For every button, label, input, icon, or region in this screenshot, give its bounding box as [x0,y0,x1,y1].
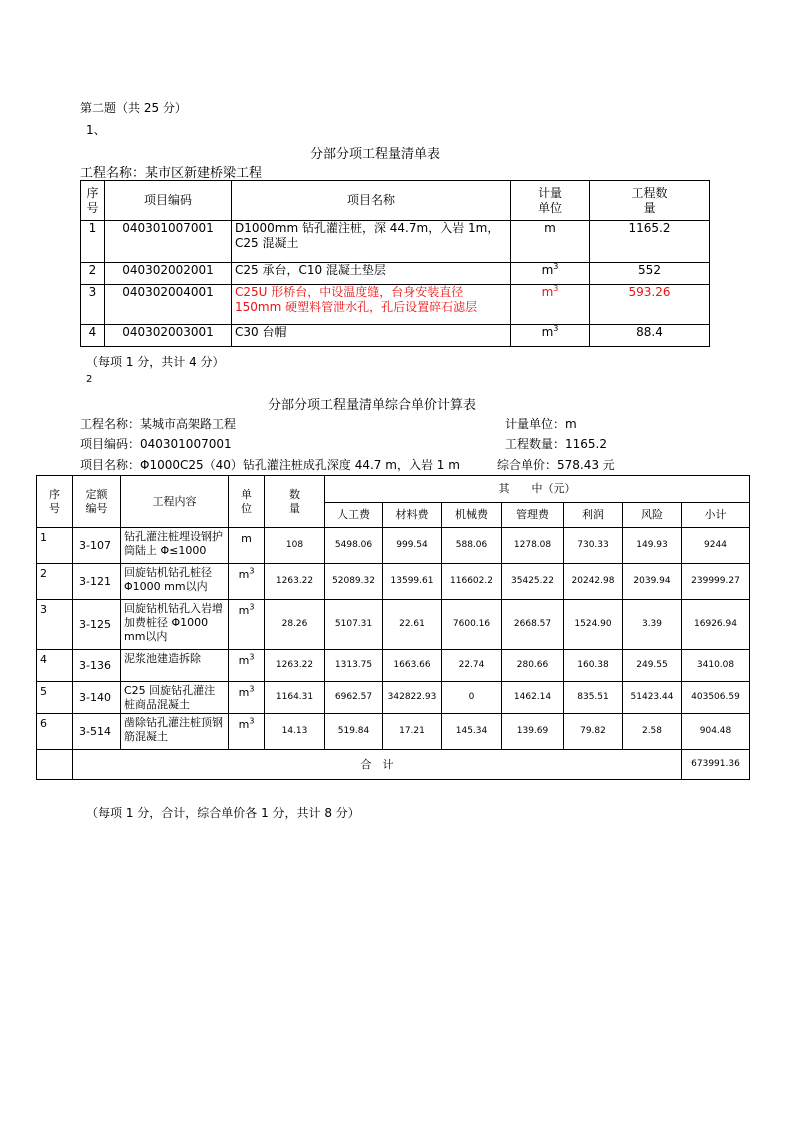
row-unit [229,650,265,682]
row-labor: 52089.32 [325,564,383,600]
row-code: 040301007001 [105,221,232,263]
row-management: 280.66 [502,650,564,682]
table-row [37,650,750,682]
row-material: 342822.93 [383,682,442,714]
row-management: 1278.08 [502,528,564,564]
row-machinery: 588.06 [442,528,502,564]
row-name: C25 承台，C10 混凝土垫层 [232,263,511,285]
row-quota: 3-107 [73,528,121,564]
table1-title: 分部分项工程量清单表 [310,147,441,162]
row-no: 2 [37,564,73,600]
row-subtotal: 9244 [682,528,750,564]
table-row [37,528,750,564]
header-management: 管理费 [502,503,564,528]
table2-note: （每项 1 分，合计，综合单价各 1 分，共计 8 分） [86,806,360,820]
row-risk: 2.58 [623,714,682,750]
row-unit [229,714,265,750]
row-material: 999.54 [383,528,442,564]
header-group: 其 中（元） [325,476,750,503]
row-unit [511,263,590,285]
row-unit [229,564,265,600]
table-row [81,285,710,325]
table2-unit-price: 综合单价：578.43 元 [497,458,615,472]
table1-project-name: 工程名称：某市区新建桥梁工程 [80,166,263,181]
row-risk: 249.55 [623,650,682,682]
row-no: 5 [37,682,73,714]
header-unit: 计量单位 [511,181,590,221]
row-content: 回旋钻机钻孔入岩增加费桩径 Φ1000 mm以内 [121,600,229,650]
row-no: 6 [37,714,73,750]
table-row [81,221,710,263]
row-unit-sup: 3 [553,284,559,293]
table-row [81,263,710,285]
table-row [81,325,710,347]
header-name: 项目名称 [232,181,511,221]
row-no: 1 [81,221,105,263]
row-unit-sup: 3 [249,716,255,726]
row-no: 1 [37,528,73,564]
row-code: 040302004001 [105,285,232,325]
row-no: 4 [37,650,73,682]
row-qty: 88.4 [590,325,710,347]
header-no: 序号 [37,476,73,528]
row-risk: 149.93 [623,528,682,564]
row-qty: 1263.22 [265,650,325,682]
row-machinery: 7600.16 [442,600,502,650]
row-unit [229,682,265,714]
row-management: 2668.57 [502,600,564,650]
row-labor: 519.84 [325,714,383,750]
row-unit-sup: 3 [553,262,559,271]
header-quota: 定额编号 [73,476,121,528]
row-labor: 5107.31 [325,600,383,650]
row-machinery: 145.34 [442,714,502,750]
row-subtotal: 239999.27 [682,564,750,600]
row-material: 1663.66 [383,650,442,682]
header-qty: 数量 [265,476,325,528]
row-unit-label: m [241,532,252,545]
row-unit-label: m [544,221,556,235]
row-unit-sup: 3 [249,684,255,694]
row-risk: 2039.94 [623,564,682,600]
row-subtotal: 904.48 [682,714,750,750]
row-labor: 5498.06 [325,528,383,564]
row-profit: 160.38 [564,650,623,682]
row-qty: 108 [265,528,325,564]
row-unit-sup: 3 [249,652,255,662]
row-qty: 552 [590,263,710,285]
row-profit: 730.33 [564,528,623,564]
header-profit: 利润 [564,503,623,528]
table-row [37,682,750,714]
row-no: 4 [81,325,105,347]
row-quota: 3-125 [73,600,121,650]
row-machinery: 116602.2 [442,564,502,600]
row-subtotal: 3410.08 [682,650,750,682]
question-2-label: 2 [86,374,93,385]
table2-project-name: 工程名称：某城市高架路工程 [80,417,237,431]
row-qty: 28.26 [265,600,325,650]
table2-item-name: 项目名称：Φ1000C25（40）钻孔灌注桩成孔深度 44.7 m，入岩 1 m [80,458,460,472]
table1-note: （每项 1 分，共计 4 分） [86,355,225,369]
header-no: 序号 [81,181,105,221]
row-unit-sup: 3 [249,566,255,576]
header-material: 材料费 [383,503,442,528]
row-profit: 835.51 [564,682,623,714]
row-profit: 20242.98 [564,564,623,600]
row-content: C25 回旋钻孔灌注桩商品混凝土 [121,682,229,714]
row-management: 1462.14 [502,682,564,714]
row-no: 3 [37,600,73,650]
row-unit-label: m [238,568,250,581]
unit-price-analysis-table [36,475,750,780]
row-qty: 593.26 [590,285,710,325]
row-unit-label: m [541,285,554,299]
row-unit-label: m [238,604,250,617]
row-risk: 51423.44 [623,682,682,714]
row-unit [511,325,590,347]
row-unit-label: m [238,718,250,731]
bill-of-quantities-table [80,180,710,347]
row-unit [511,221,590,263]
row-content: 钻孔灌注桩埋设钢护筒陆上 Φ≤1000 [121,528,229,564]
header-subtotal: 小计 [682,503,750,528]
row-unit [229,528,265,564]
row-content: 泥浆池建造拆除 [121,650,229,682]
question-heading: 第二题（共 25 分） [80,101,187,115]
row-unit-label: m [541,325,554,339]
row-name: C30 台帽 [232,325,511,347]
row-qty: 1165.2 [590,221,710,263]
row-profit: 1524.90 [564,600,623,650]
header-qty: 工程数量 [590,181,710,221]
row-unit [229,600,265,650]
row-material: 17.21 [383,714,442,750]
header-unit: 单位 [229,476,265,528]
row-content: 凿除钻孔灌注桩顶钢筋混凝土 [121,714,229,750]
row-labor: 1313.75 [325,650,383,682]
table2-item-code: 项目编码：040301007001 [80,437,232,451]
header-content: 工程内容 [121,476,229,528]
row-name: D1000mm 钻孔灌注桩，深 44.7m，入岩 1m，C25 混凝土 [232,221,511,263]
row-name: C25U 形桥台，中设温度缝，台身安装直径 150mm 硬塑料管泄水孔，孔后设置碎石滤层 [232,285,511,325]
row-no: 2 [81,263,105,285]
header-risk: 风险 [623,503,682,528]
row-subtotal: 16926.94 [682,600,750,650]
table-row [37,714,750,750]
row-qty: 1164.31 [265,682,325,714]
row-no: 3 [81,285,105,325]
row-labor: 6962.57 [325,682,383,714]
row-risk: 3.39 [623,600,682,650]
row-unit-label: m [238,686,250,699]
row-quota: 3-121 [73,564,121,600]
row-machinery: 0 [442,682,502,714]
table-row [37,564,750,600]
total-value: 673991.36 [682,750,750,780]
table2-unit: 计量单位：m [505,417,577,431]
row-unit [511,285,590,325]
row-quota: 3-140 [73,682,121,714]
row-content: 回旋钻机钻孔桩径 Φ1000 mm以内 [121,564,229,600]
row-management: 139.69 [502,714,564,750]
row-qty: 14.13 [265,714,325,750]
row-code: 040302003001 [105,325,232,347]
row-unit-sup: 3 [249,602,255,612]
row-profit: 79.82 [564,714,623,750]
row-unit-label: m [541,263,554,277]
row-subtotal: 403506.59 [682,682,750,714]
table2-title: 分部分项工程量清单综合单价计算表 [268,398,477,413]
row-material: 13599.61 [383,564,442,600]
header-machinery: 机械费 [442,503,502,528]
row-quota: 3-514 [73,714,121,750]
row-code: 040302002001 [105,263,232,285]
question-1-label: 1、 [86,123,106,137]
row-management: 35425.22 [502,564,564,600]
row-machinery: 22.74 [442,650,502,682]
header-code: 项目编码 [105,181,232,221]
row-material: 22.61 [383,600,442,650]
row-unit-sup: 3 [553,324,559,333]
row-unit-label: m [238,654,250,667]
total-blank [37,750,73,780]
row-qty: 1263.22 [265,564,325,600]
header-labor: 人工费 [325,503,383,528]
table-row [37,600,750,650]
row-quota: 3-136 [73,650,121,682]
total-label: 合 计 [73,750,682,780]
table2-quantity: 工程数量：1165.2 [505,437,607,451]
